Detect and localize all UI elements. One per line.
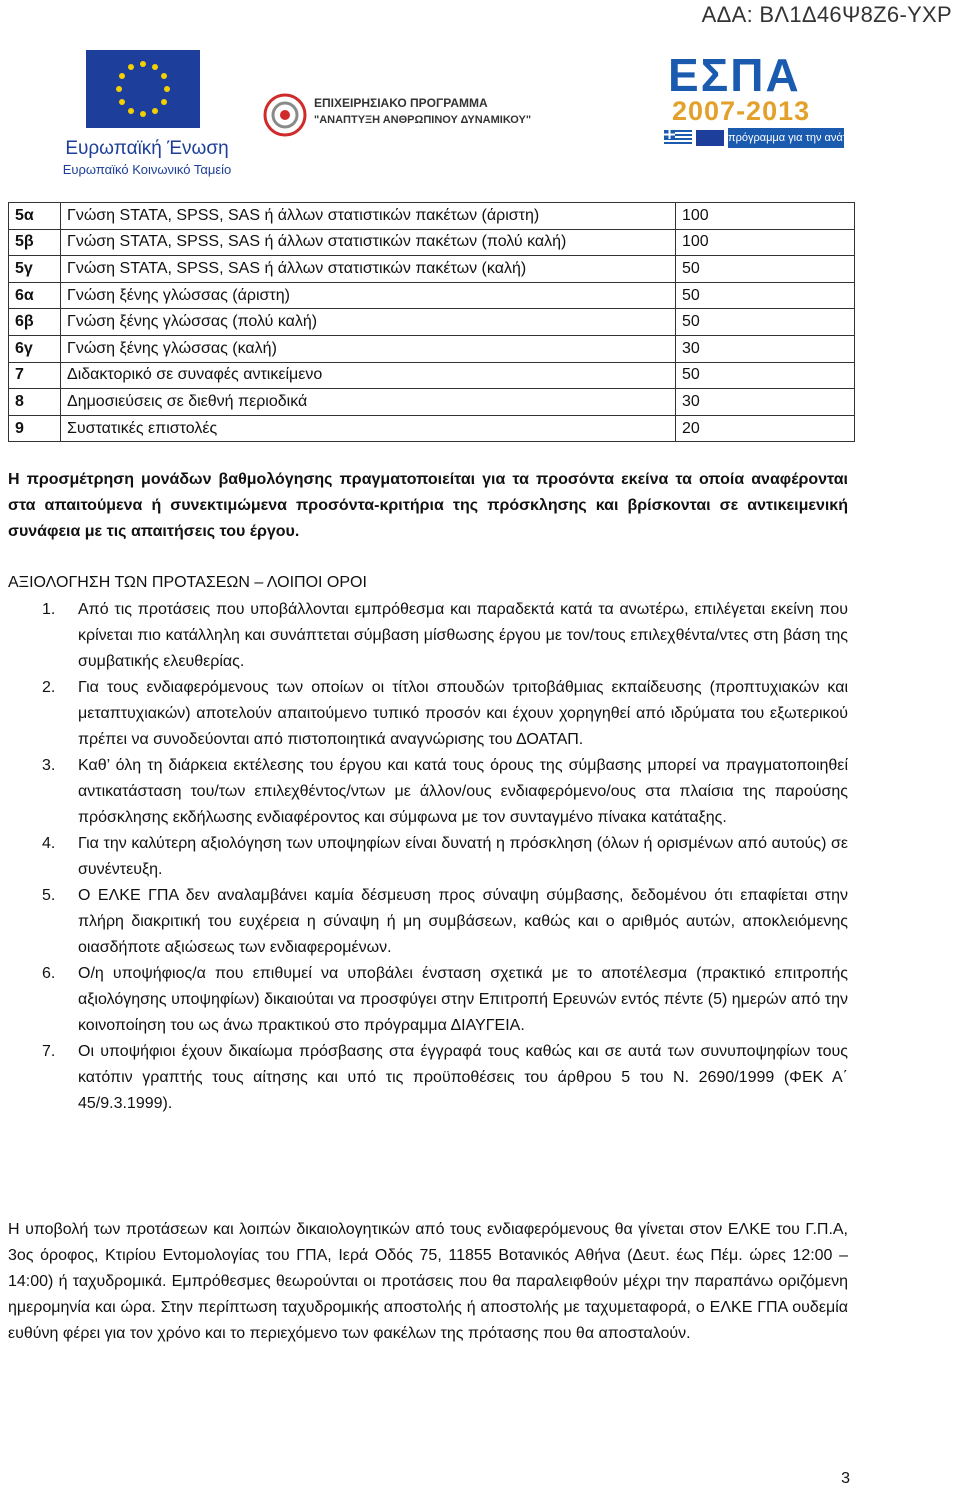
row-description: Γνώση ξένης γλώσσας (πολύ καλή) [61, 309, 676, 336]
row-code: 7 [9, 362, 61, 389]
table-row [9, 309, 855, 336]
row-description: Διδακτορικό σε συναφές αντικείμενο [61, 362, 676, 389]
eu-logo [52, 48, 242, 178]
greek-flag-icon [664, 130, 692, 146]
scoring-note: Η προσμέτρηση μονάδων βαθμολόγησης πραγματοποιείται για τα προσόντα εκείνα τα οποία αναφέρονται στα απαιτούμενα ή συνεκτιμώμενα προσόντα-κριτήρια της πρόσκλησης και βρίσκονται σε αντικειμενική συνάφεια με τις απαιτήσεις του έργου. [8, 471, 848, 540]
program-logo [262, 88, 542, 148]
list-item [8, 961, 848, 1039]
row-description: Γνώση STATA, SPSS, SAS ή άλλων στατιστικών πακέτων (καλή) [61, 256, 676, 283]
row-description: Γνώση STATA, SPSS, SAS ή άλλων στατιστικών πακέτων (πολύ καλή) [61, 229, 676, 256]
eu-flag-icon [86, 50, 200, 128]
program-line-2: "ΑΝΑΠΤΥΞΗ ΑΝΘΡΩΠΙΝΟΥ ΔΥΝΑΜΙΚΟΥ" [314, 114, 532, 126]
table-row [9, 335, 855, 362]
row-points: 30 [676, 335, 855, 362]
submission-paragraph: Η υποβολή των προτάσεων και λοιπών δικαιολογητικών από τους ενδιαφερόμενους θα γίνεται στον ΕΛΚΕ του Γ.Π.Α, 3ος όροφος, Κτιρίου Εντομολογίας του ΓΠΑ, Ιερά Οδός 75, 11855 Βοτανικός Αθήνα (Δευτ. έως Πέμ. ώρες 12:00 – 14:00) ή ταχυδρομικά. Εμπρόθεσμες θεωρούνται οι προτάσεις που θα παραλειφθούν μέχρι την παραπάνω οριζόμενη ημερομηνία και ώρα. Στην περίπτωση ταχυδρομικής αποστολής ή αποστολής με ταχυμεταφορά, ο ΕΛΚΕ ΓΠΑ ουδεμία ευθύνη φέρει για τον χρόνο και το περιεχόμενο των φακέλων της πρότασης που θα αποσταλούν. [8, 1221, 848, 1342]
terms-list [8, 597, 848, 1117]
table-row [9, 389, 855, 416]
list-item-text: Οι υποψήφιοι έχουν δικαίωμα πρόσβασης στα έγγραφά τους καθώς και σε αυτά των συνυποψηφίων τους κατόπιν γραπτής τους αίτησης και υπό τις προϋποθέσεις του άρθρου 5 του Ν. 2690/1999 (ΦΕΚ Α΄ 45/9.3.1999). [78, 1043, 848, 1112]
eu-logo-title: Ευρωπαϊκή Ένωση [65, 138, 229, 159]
list-item-number: 6. [42, 965, 56, 982]
row-description: Δημοσιεύσεις σε διεθνή περιοδικά [61, 389, 676, 416]
list-item [8, 597, 848, 675]
table-row [9, 203, 855, 230]
row-points: 30 [676, 389, 855, 416]
table-row [9, 229, 855, 256]
row-description: Γνώση ξένης γλώσσας (άριστη) [61, 282, 676, 309]
espa-bar [664, 128, 872, 148]
row-points: 50 [676, 362, 855, 389]
row-code: 6γ [9, 335, 61, 362]
row-code: 6β [9, 309, 61, 336]
list-item-number: 3. [42, 757, 56, 774]
row-code: 5α [9, 203, 61, 230]
row-points: 20 [676, 415, 855, 442]
ada-code: ΑΔΑ: ΒΛ1Δ46Ψ8Ζ6-ΥΧΡ [701, 2, 952, 27]
list-item-text: Καθ’ όλη τη διάρκεια εκτέλεσης του έργου και κατά τους όρους της σύμβασης μπορεί να πραγματοποιηθεί αντικατάσταση του/των επιλεχθέντος/ντων με άλλον/ους ενδιαφερόμενο/ους στα πλαίσια της παρούσης πρόσκλησης εκδήλωσης ενδιαφέροντος και σύμφωνα με τον συνταγμένο πίνακα κατάταξης. [78, 757, 848, 826]
page-number: 3 [841, 1470, 850, 1487]
list-item [8, 753, 848, 831]
table-row [9, 415, 855, 442]
espa-title: ΕΣΠΑ [668, 49, 801, 101]
row-code: 8 [9, 389, 61, 416]
table-row [9, 362, 855, 389]
list-item-number: 4. [42, 835, 56, 852]
eu-flag-small-icon [696, 130, 724, 146]
row-description: Συστατικές επιστολές [61, 415, 676, 442]
espa-years: 2007-2013 [672, 96, 811, 126]
list-item-text: Για την καλύτερη αξιολόγηση των υποψηφίων είναι δυνατή η πρόσκληση (όλων ή ορισμένων από αυτούς) σε συνέντευξη. [78, 835, 848, 878]
row-points: 50 [676, 282, 855, 309]
list-item-number: 1. [42, 601, 56, 618]
row-points: 50 [676, 256, 855, 283]
row-points: 100 [676, 229, 855, 256]
list-item-text: Ο ΕΛΚΕ ΓΠΑ δεν αναλαμβάνει καμία δέσμευση προς σύναψη σύμβασης, δεδομένου ότι επαφίεται στην πλήρη διακριτική του ευχέρεια η σύναψη ή μη συμβάσεων, καθώς και ο αριθμός αυτών, αποκλειόμενης οιασδήποτε αξιώσεως των ενδιαφερομένων. [78, 887, 848, 956]
table-row [9, 256, 855, 283]
list-item-number: 2. [42, 679, 56, 696]
espa-logo [664, 48, 872, 144]
section-heading: ΑΞΙΟΛΟΓΗΣΗ ΤΩΝ ΠΡΟΤΑΣΕΩΝ – ΛΟΙΠΟΙ ΟΡΟΙ [8, 574, 367, 591]
list-item [8, 883, 848, 961]
row-code: 5β [9, 229, 61, 256]
row-code: 5γ [9, 256, 61, 283]
list-item-number: 7. [42, 1043, 56, 1060]
row-code: 9 [9, 415, 61, 442]
eu-logo-subtitle: Ευρωπαϊκό Κοινωνικό Ταμείο [62, 162, 232, 177]
list-item [8, 831, 848, 883]
row-description: Γνώση ξένης γλώσσας (καλή) [61, 335, 676, 362]
criteria-table [8, 202, 855, 442]
row-description: Γνώση STATA, SPSS, SAS ή άλλων στατιστικών πακέτων (άριστη) [61, 203, 676, 230]
row-code: 6α [9, 282, 61, 309]
list-item [8, 675, 848, 753]
list-item-text: Για τους ενδιαφερόμενους των οποίων οι τίτλοι σπουδών τριτοβάθμιας εκπαίδευσης (προπτυχιακών και μεταπτυχιακών) αποτελούν απαιτούμενο τυπικό προσόν και έχουν χορηγηθεί από ιδρύματα του εξωτερικού πρέπει να συνοδεύονται από πιστοποιητικά αναγνώρισης του ΔΟΑΤΑΠ. [78, 679, 848, 748]
list-item-text: Από τις προτάσεις που υποβάλλονται εμπρόθεσμα και παραδεκτά κατά τα ανωτέρω, επιλέγεται εκείνη που κρίνεται πιο κατάλληλη και συνάπτεται σύμβαση μίσθωσης έργου με τον/τους επιλεχθέντα/ντες στη βάση της συμβατικής ελευθερίας. [78, 601, 848, 670]
row-points: 50 [676, 309, 855, 336]
program-mark-icon [262, 92, 308, 138]
list-item [8, 1039, 848, 1117]
espa-tagline: πρόγραμμα για την ανάπτυξη [728, 128, 844, 148]
list-item-number: 5. [42, 887, 56, 904]
program-line-1: ΕΠΙΧΕΙΡΗΣΙΑΚΟ ΠΡΟΓΡΑΜΜΑ [314, 96, 488, 110]
table-row [9, 282, 855, 309]
list-item-text: Ο/η υποψήφιος/α που επιθυμεί να υποβάλει ένσταση σχετικά με το αποτέλεσμα (πρακτικό επιτροπής αξιολόγησης υποψηφίων) δικαιούται να προσφύγει στην Επιτροπή Ερευνών εντός πέντε (5) ημερών από την κοινοποίηση του ως άνω πρακτικού στο πρόγραμμα ΔΙΑΥΓΕΙΑ. [78, 965, 848, 1034]
row-points: 100 [676, 203, 855, 230]
